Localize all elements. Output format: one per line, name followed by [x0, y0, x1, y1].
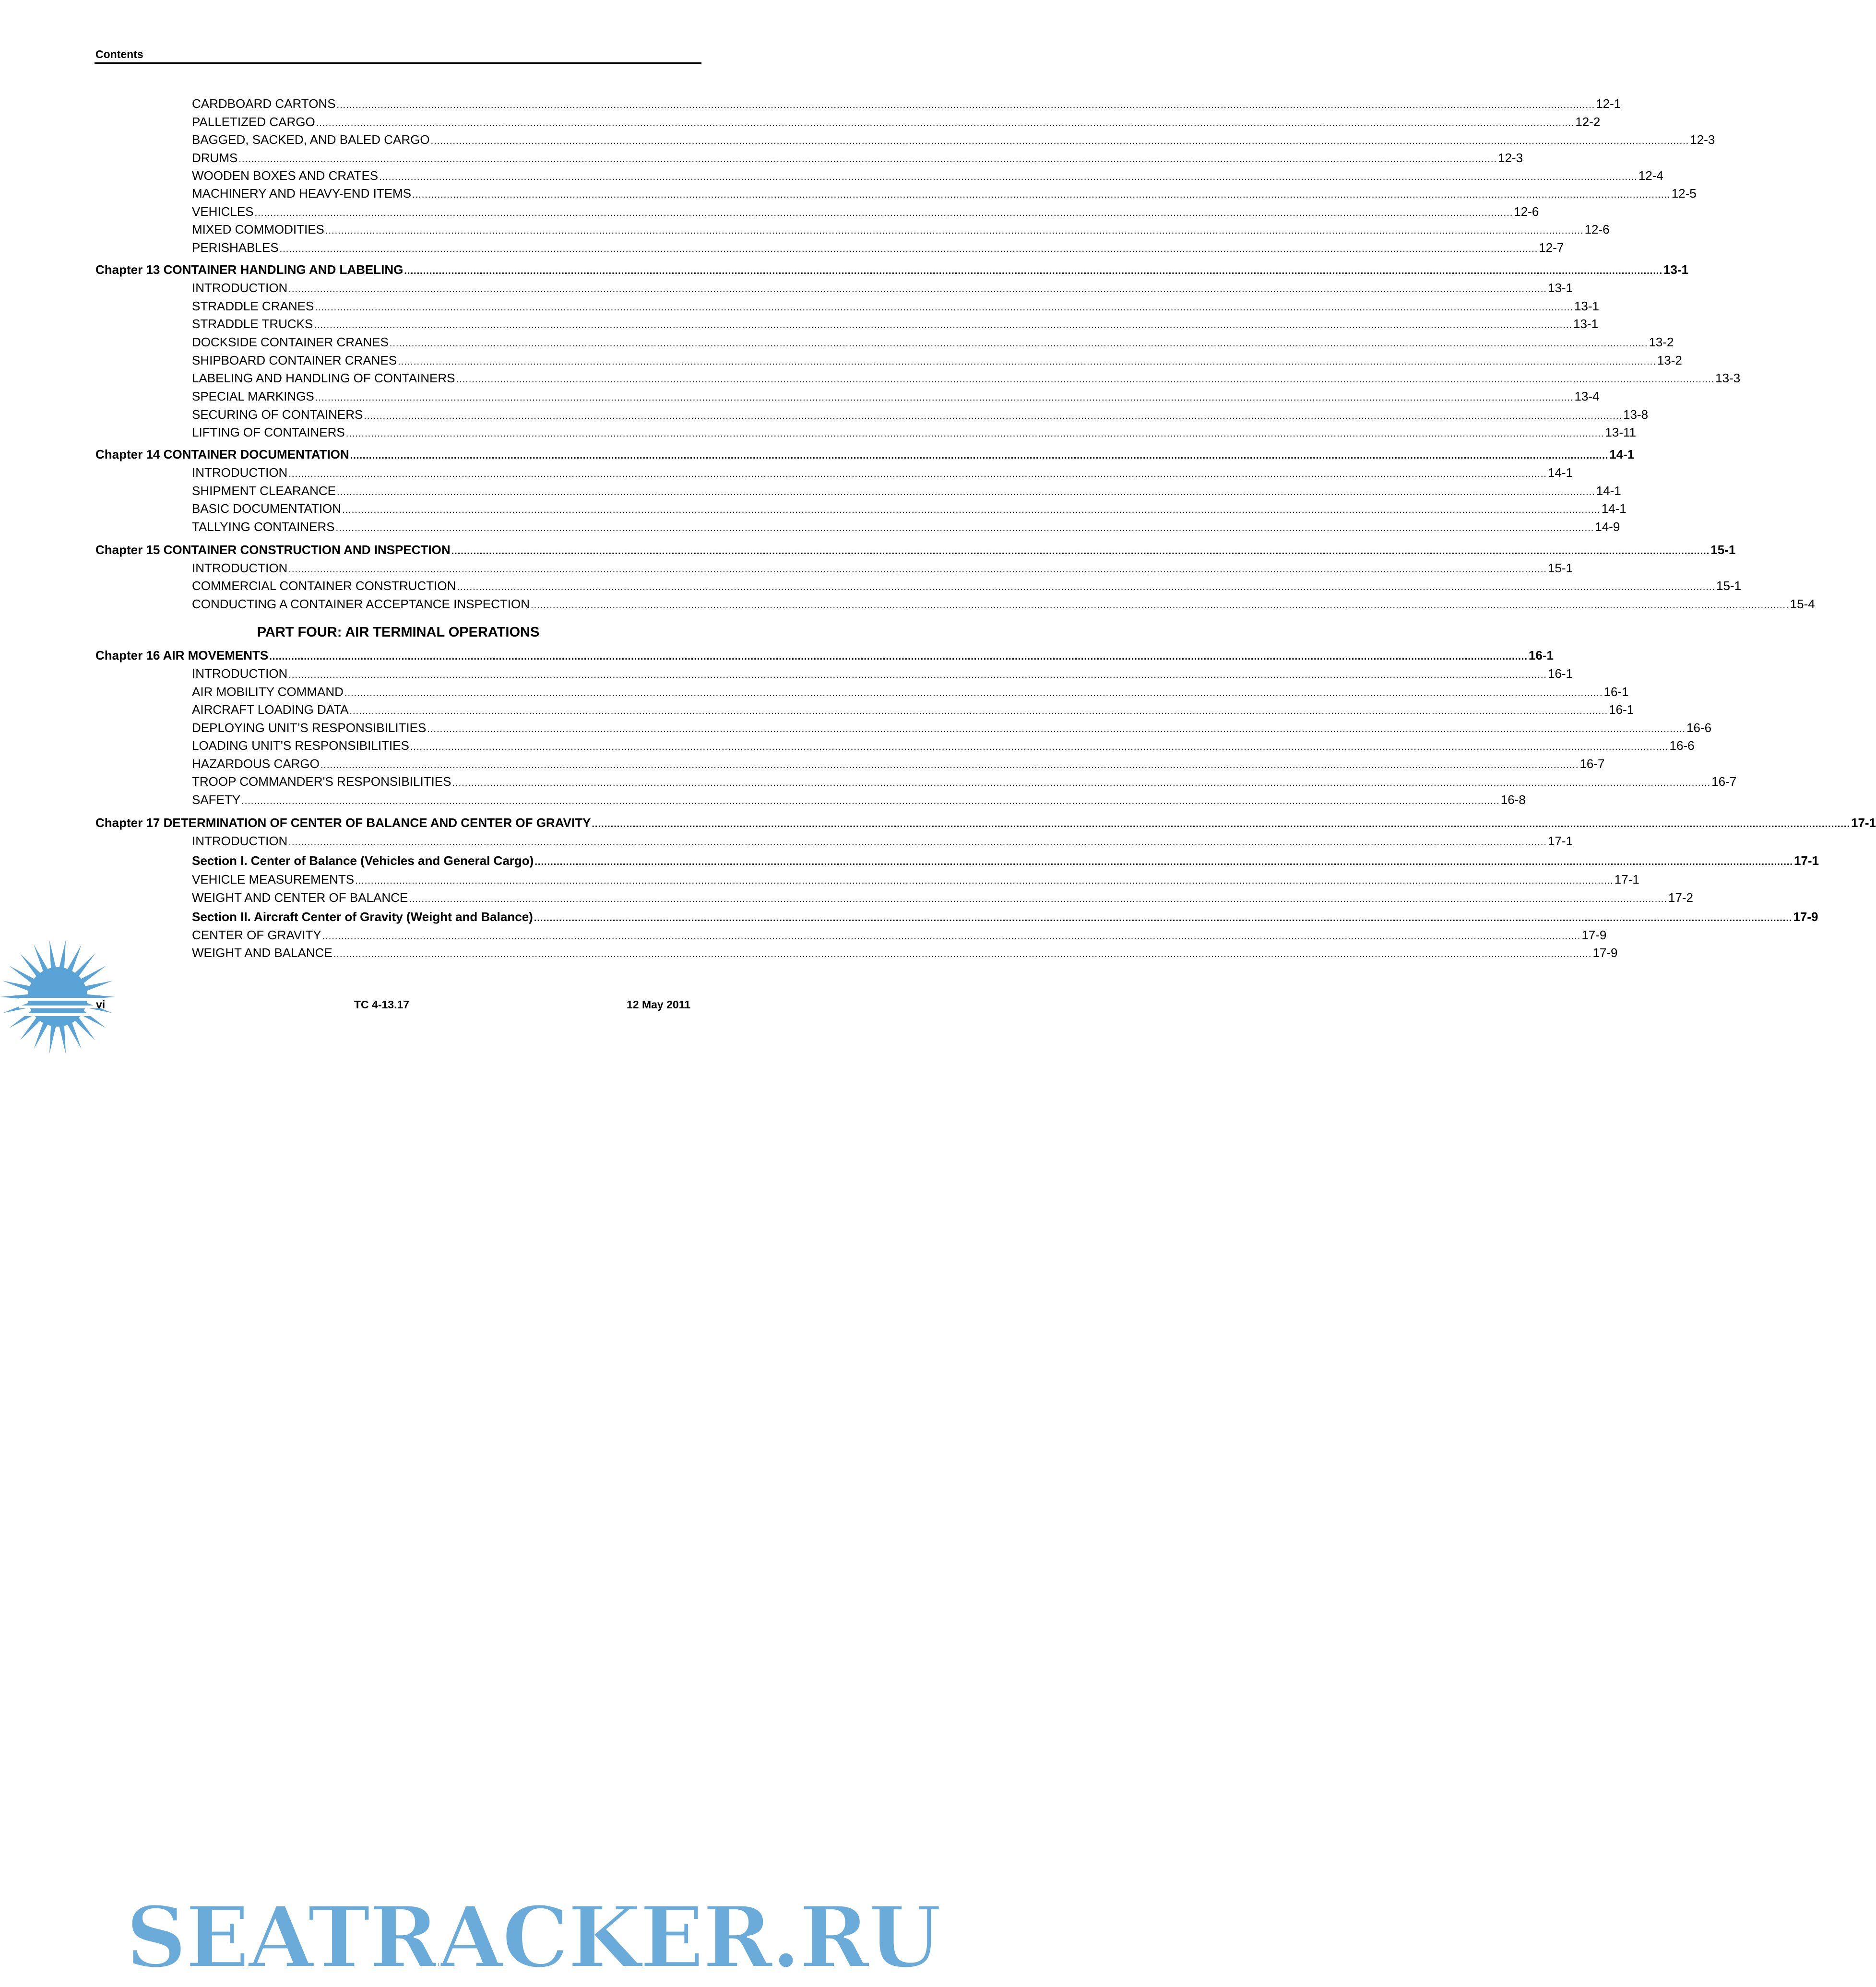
dot-leader: ................................................................................................................................................................................................................................................................................................................................................................................................................ — [452, 778, 1711, 788]
toc-chapter-entry[interactable] — [95, 261, 1689, 278]
dot-leader: ................................................................................................................................................................................................................................................................................................................................................................................................................ — [288, 564, 1547, 575]
dot-leader: ................................................................................................................................................................................................................................................................................................................................................................................................................ — [409, 894, 1667, 904]
toc-entry-title: Chapter 15 CONTAINER CONSTRUCTION AND INSPECTION — [95, 543, 451, 557]
sun-ray — [67, 945, 82, 972]
toc-section-entry[interactable] — [192, 95, 1621, 112]
toc-entry-page-number: 13-1 — [1547, 281, 1573, 295]
toc-entry-page-number: 13-11 — [1605, 425, 1636, 439]
toc-entry-page-number: 15-4 — [1790, 597, 1815, 611]
toc-entry-title: SAFETY — [192, 792, 241, 807]
dot-leader: ................................................................................................................................................................................................................................................................................................................................................................................................................ — [333, 949, 1592, 959]
toc-section-entry[interactable] — [192, 239, 1564, 256]
toc-entry-title: TROOP COMMANDER'S RESPONSIBILITIES — [192, 774, 451, 789]
toc-entry-page-number: 13-2 — [1657, 353, 1682, 367]
page-footer — [0, 995, 816, 1015]
toc-section-entry[interactable] — [192, 791, 1526, 808]
toc-section-entry[interactable] — [192, 719, 1712, 736]
toc-entry-page-number: 12-3 — [1498, 151, 1523, 165]
sun-ray — [59, 940, 66, 969]
toc-entry-title: AIRCRAFT LOADING DATA — [192, 702, 349, 717]
toc-entry-page-number: 17-1 — [1851, 816, 1876, 830]
sun-ray — [49, 940, 56, 969]
toc-entry-page-number: 13-1 — [1574, 299, 1599, 313]
toc-subsection-entry[interactable] — [192, 908, 1818, 925]
toc-entry-page-number: 17-9 — [1793, 910, 1818, 924]
toc-section-entry[interactable] — [192, 131, 1715, 148]
toc-entry-page-number: 17-1 — [1547, 834, 1573, 848]
dot-leader: ................................................................................................................................................................................................................................................................................................................................................................................................................ — [398, 356, 1656, 367]
dot-leader: ................................................................................................................................................................................................................................................................................................................................................................................................................ — [269, 651, 1528, 662]
toc-section-entry[interactable] — [192, 221, 1610, 238]
footer-page-number: vi — [96, 998, 106, 1011]
toc-section-entry[interactable] — [192, 683, 1629, 700]
toc-entry-page-number: 16-1 — [1603, 685, 1629, 699]
dot-leader: ................................................................................................................................................................................................................................................................................................................................................................................................................ — [410, 742, 1669, 752]
dot-leader: ................................................................................................................................................................................................................................................................................................................................................................................................................ — [337, 487, 1595, 497]
toc-entry-page-number: 16-1 — [1609, 702, 1634, 717]
toc-entry-title: PALLETIZED CARGO — [192, 115, 315, 129]
toc-entry-page-number: 16-7 — [1711, 774, 1737, 789]
dot-leader: ................................................................................................................................................................................................................................................................................................................................................................................................................ — [344, 688, 1603, 698]
toc-entry-page-number: 12-1 — [1596, 96, 1621, 111]
toc-section-entry[interactable] — [192, 167, 1663, 184]
sun-ray — [59, 1025, 66, 1053]
toc-section-entry[interactable] — [192, 333, 1674, 351]
dot-leader: ................................................................................................................................................................................................................................................................................................................................................................................................................ — [412, 189, 1671, 200]
toc-entry-page-number: 12-3 — [1690, 132, 1715, 147]
toc-entry-title: VEHICLE MEASUREMENTS — [192, 872, 355, 887]
dot-leader: ................................................................................................................................................................................................................................................................................................................................................................................................................ — [335, 523, 1594, 533]
toc-entry-title: LABELING AND HANDLING OF CONTAINERS — [192, 371, 455, 385]
sun-ray — [34, 1022, 48, 1049]
toc-section-entry[interactable] — [192, 315, 1599, 332]
toc-section-entry[interactable] — [192, 185, 1697, 202]
toc-entry-title: LOADING UNIT'S RESPONSIBILITIES — [192, 738, 409, 753]
toc-entry-title: BAGGED, SACKED, AND BALED CARGO — [192, 132, 430, 147]
dot-leader: ................................................................................................................................................................................................................................................................................................................................................................................................................ — [349, 706, 1608, 716]
toc-entry-page-number: 14-1 — [1601, 501, 1627, 516]
footer-date: 12 May 2011 — [627, 998, 691, 1011]
toc-entry-page-number: 13-3 — [1715, 371, 1741, 385]
toc-entry-title: AIR MOBILITY COMMAND — [192, 685, 344, 699]
toc-entry-title: Chapter 17 DETERMINATION OF CENTER OF BALANCE AND CENTER OF GRAVITY — [95, 816, 591, 830]
toc-entry-title: CARDBOARD CARTONS — [192, 96, 336, 111]
toc-entry-page-number: 17-1 — [1793, 853, 1819, 868]
toc-entry-title: INTRODUCTION — [192, 465, 288, 480]
dot-leader: ................................................................................................................................................................................................................................................................................................................................................................................................................ — [345, 428, 1604, 439]
toc-section-entry[interactable] — [192, 203, 1539, 220]
dot-leader: ................................................................................................................................................................................................................................................................................................................................................................................................................ — [389, 338, 1648, 349]
toc-chapter-entry[interactable] — [95, 541, 1736, 558]
toc-subsection-entry[interactable] — [192, 852, 1819, 869]
sun-ray — [84, 981, 113, 991]
toc-section-entry[interactable] — [192, 406, 1649, 423]
page-header-title: Contents — [95, 48, 143, 60]
toc-entry-title: STRADDLE TRUCKS — [192, 317, 313, 331]
toc-entry-page-number: 16-8 — [1500, 792, 1526, 807]
toc-section-entry[interactable] — [192, 113, 1601, 130]
dot-leader: ................................................................................................................................................................................................................................................................................................................................................................................................................ — [534, 857, 1793, 867]
dot-leader: ................................................................................................................................................................................................................................................................................................................................................................................................................ — [404, 266, 1663, 276]
toc-entry-title: DOCKSIDE CONTAINER CRANES — [192, 335, 389, 349]
toc-entry-title: WOODEN BOXES AND CRATES — [192, 168, 379, 183]
toc-entry-title: INTRODUCTION — [192, 281, 288, 295]
toc-entry-page-number: 14-9 — [1595, 520, 1620, 534]
dot-leader: ................................................................................................................................................................................................................................................................................................................................................................................................................ — [314, 320, 1573, 331]
dot-leader: ................................................................................................................................................................................................................................................................................................................................................................................................................ — [288, 837, 1547, 848]
toc-entry-page-number: 16-7 — [1579, 757, 1605, 771]
toc-section-entry[interactable] — [192, 500, 1627, 517]
toc-entry-page-number: 13-8 — [1623, 407, 1649, 422]
dot-leader: ................................................................................................................................................................................................................................................................................................................................................................................................................ — [288, 469, 1547, 479]
toc-entry-page-number: 12-2 — [1575, 115, 1601, 129]
toc-entry-title: PERISHABLES — [192, 240, 279, 255]
toc-entry-page-number: 16-6 — [1686, 721, 1712, 735]
dot-leader: ................................................................................................................................................................................................................................................................................................................................................................................................................ — [379, 172, 1638, 182]
toc-entry-page-number: 14-1 — [1547, 465, 1573, 480]
toc-entry-title: DEPLOYING UNIT’S RESPONSIBILITIES — [192, 721, 427, 735]
toc-section-entry[interactable] — [192, 297, 1599, 315]
toc-entry-title: STRADDLE CRANES — [192, 299, 314, 313]
toc-entry-title: INTRODUCTION — [192, 561, 288, 575]
toc-entry-page-number: 13-2 — [1649, 335, 1674, 349]
watermark-text: SEATRACKER.RU — [126, 1888, 940, 1987]
toc-entry-title: INTRODUCTION — [192, 834, 288, 848]
footer-document-id: TC 4-13.17 — [354, 998, 410, 1011]
toc-section-entry[interactable] — [192, 595, 1815, 613]
dot-leader: ................................................................................................................................................................................................................................................................................................................................................................................................................ — [592, 819, 1850, 829]
dot-leader: ................................................................................................................................................................................................................................................................................................................................................................................................................ — [320, 760, 1579, 770]
dot-leader: ................................................................................................................................................................................................................................................................................................................................................................................................................ — [288, 670, 1547, 680]
toc-section-entry[interactable] — [192, 701, 1634, 718]
dot-leader: ................................................................................................................................................................................................................................................................................................................................................................................................................ — [427, 724, 1686, 734]
toc-entry-title: SECURING OF CONTAINERS — [192, 407, 363, 422]
dot-leader: ................................................................................................................................................................................................................................................................................................................................................................................................................ — [254, 208, 1513, 218]
dot-leader: ................................................................................................................................................................................................................................................................................................................................................................................................................ — [279, 244, 1538, 254]
sun-ray — [49, 1025, 56, 1053]
dot-leader: ................................................................................................................................................................................................................................................................................................................................................................................................................ — [288, 284, 1547, 295]
toc-entry-title: SPECIAL MARKINGS — [192, 389, 314, 403]
dot-leader: ................................................................................................................................................................................................................................................................................................................................................................................................................ — [350, 450, 1609, 461]
toc-section-entry[interactable] — [192, 559, 1573, 577]
dot-leader: ................................................................................................................................................................................................................................................................................................................................................................................................................ — [238, 154, 1497, 165]
dot-leader: ................................................................................................................................................................................................................................................................................................................................................................................................................ — [315, 392, 1574, 403]
toc-entry-title: Chapter 14 CONTAINER DOCUMENTATION — [95, 447, 349, 461]
toc-entry-title: HAZARDOUS CARGO — [192, 757, 320, 771]
toc-entry-page-number: 12-6 — [1514, 204, 1539, 219]
toc-entry-page-number: 12-4 — [1638, 168, 1663, 183]
toc-entry-title: Section II. Aircraft Center of Gravity (Weight and Balance) — [192, 910, 533, 924]
dot-leader: ................................................................................................................................................................................................................................................................................................................................................................................................................ — [451, 546, 1710, 556]
toc-section-entry[interactable] — [192, 755, 1605, 772]
toc-entry-page-number: 17-1 — [1614, 872, 1639, 887]
toc-section-entry[interactable] — [192, 889, 1693, 906]
dot-leader: ................................................................................................................................................................................................................................................................................................................................................................................................................ — [316, 118, 1575, 129]
toc-entry-page-number: 13-1 — [1663, 262, 1689, 277]
toc-entry-page-number: 17-9 — [1581, 928, 1607, 942]
toc-entry-title: LIFTING OF CONTAINERS — [192, 425, 345, 439]
toc-section-entry[interactable] — [192, 352, 1682, 369]
toc-entry-page-number: 14-1 — [1596, 484, 1621, 498]
toc-section-entry[interactable] — [192, 149, 1523, 166]
part-heading: PART FOUR: AIR TERMINAL OPERATIONS — [257, 625, 540, 640]
toc-entry-title: Chapter 16 AIR MOVEMENTS — [95, 648, 269, 662]
toc-section-entry[interactable] — [192, 665, 1573, 682]
toc-chapter-entry[interactable] — [95, 647, 1554, 664]
dot-leader: ................................................................................................................................................................................................................................................................................................................................................................................................................ — [322, 931, 1581, 942]
toc-section-entry[interactable] — [192, 871, 1639, 888]
toc-entry-page-number: 15-1 — [1710, 543, 1736, 557]
dot-leader: ................................................................................................................................................................................................................................................................................................................................................................................................................ — [342, 505, 1601, 515]
toc-entry-title: SHIPBOARD CONTAINER CRANES — [192, 353, 397, 367]
toc-section-entry[interactable] — [192, 279, 1573, 296]
dot-leader: ................................................................................................................................................................................................................................................................................................................................................................................................................ — [456, 374, 1715, 385]
dot-leader: ................................................................................................................................................................................................................................................................................................................................................................................................................ — [430, 136, 1689, 146]
dot-leader: ................................................................................................................................................................................................................................................................................................................................................................................................................ — [457, 582, 1715, 592]
toc-entry-title: VEHICLES — [192, 204, 254, 219]
toc-section-entry[interactable] — [192, 518, 1620, 535]
toc-entry-page-number: 15-1 — [1547, 561, 1573, 575]
toc-section-entry[interactable] — [192, 737, 1695, 754]
dot-leader: ................................................................................................................................................................................................................................................................................................................................................................................................................ — [364, 411, 1622, 421]
toc-entry-title: Chapter 13 CONTAINER HANDLING AND LABELING — [95, 262, 404, 277]
toc-entry-page-number: 17-9 — [1592, 946, 1618, 960]
dot-leader: ................................................................................................................................................................................................................................................................................................................................................................................................................ — [325, 225, 1584, 236]
toc-entry-title: CONDUCTING A CONTAINER ACCEPTANCE INSPECTION — [192, 597, 530, 611]
toc-entry-title: MACHINERY AND HEAVY-END ITEMS — [192, 186, 412, 201]
dot-leader: ................................................................................................................................................................................................................................................................................................................................................................................................................ — [531, 600, 1789, 611]
toc-entry-title: BASIC DOCUMENTATION — [192, 501, 342, 516]
toc-entry-page-number: 16-1 — [1528, 648, 1554, 662]
sun-ray — [34, 945, 48, 972]
toc-chapter-entry[interactable] — [95, 814, 1876, 831]
dot-leader: ................................................................................................................................................................................................................................................................................................................................................................................................................ — [315, 302, 1573, 313]
toc-section-entry[interactable] — [192, 388, 1600, 405]
toc-entry-title: WEIGHT AND CENTER OF BALANCE — [192, 890, 408, 905]
toc-entry-page-number: 13-4 — [1574, 389, 1600, 403]
toc-entry-title: INTRODUCTION — [192, 666, 288, 681]
toc-entry-page-number: 14-1 — [1609, 447, 1635, 461]
sun-ray — [2, 981, 31, 991]
toc-section-entry[interactable] — [192, 832, 1573, 850]
toc-entry-title: WEIGHT AND BALANCE — [192, 946, 332, 960]
toc-section-entry[interactable] — [192, 464, 1573, 481]
toc-entry-page-number: 13-1 — [1573, 317, 1599, 331]
toc-entry-page-number: 16-6 — [1669, 738, 1695, 753]
toc-entry-title: TALLYING CONTAINERS — [192, 520, 335, 534]
toc-entry-title: DRUMS — [192, 151, 238, 165]
toc-entry-page-number: 16-1 — [1547, 666, 1573, 681]
toc-chapter-entry[interactable] — [95, 446, 1635, 463]
toc-section-entry[interactable] — [192, 482, 1621, 499]
toc-section-entry[interactable] — [192, 773, 1737, 790]
toc-section-entry[interactable] — [192, 577, 1742, 594]
dot-leader: ................................................................................................................................................................................................................................................................................................................................................................................................................ — [534, 913, 1793, 923]
toc-entry-title: CENTER OF GRAVITY — [192, 928, 321, 942]
sun-ray — [67, 1022, 82, 1049]
toc-entry-page-number: 12-7 — [1539, 240, 1564, 255]
toc-section-entry[interactable] — [192, 369, 1741, 387]
toc-entry-title: MIXED COMMODITIES — [192, 222, 324, 237]
toc-entry-page-number: 17-2 — [1668, 890, 1693, 905]
toc-entry-title: SHIPMENT CLEARANCE — [192, 484, 336, 498]
toc-entry-page-number: 12-5 — [1671, 186, 1697, 201]
dot-leader: ................................................................................................................................................................................................................................................................................................................................................................................................................ — [336, 100, 1595, 110]
toc-entry-page-number: 12-6 — [1584, 222, 1610, 237]
dot-leader: ................................................................................................................................................................................................................................................................................................................................................................................................................ — [355, 875, 1614, 886]
dot-leader: ................................................................................................................................................................................................................................................................................................................................................................................................................ — [241, 796, 1500, 806]
toc-entry-page-number: 15-1 — [1716, 579, 1742, 593]
toc-entry-title: Section I. Center of Balance (Vehicles and General Cargo) — [192, 853, 534, 868]
toc-entry-title: COMMERCIAL CONTAINER CONSTRUCTION — [192, 579, 456, 593]
toc-section-entry[interactable] — [192, 424, 1636, 441]
